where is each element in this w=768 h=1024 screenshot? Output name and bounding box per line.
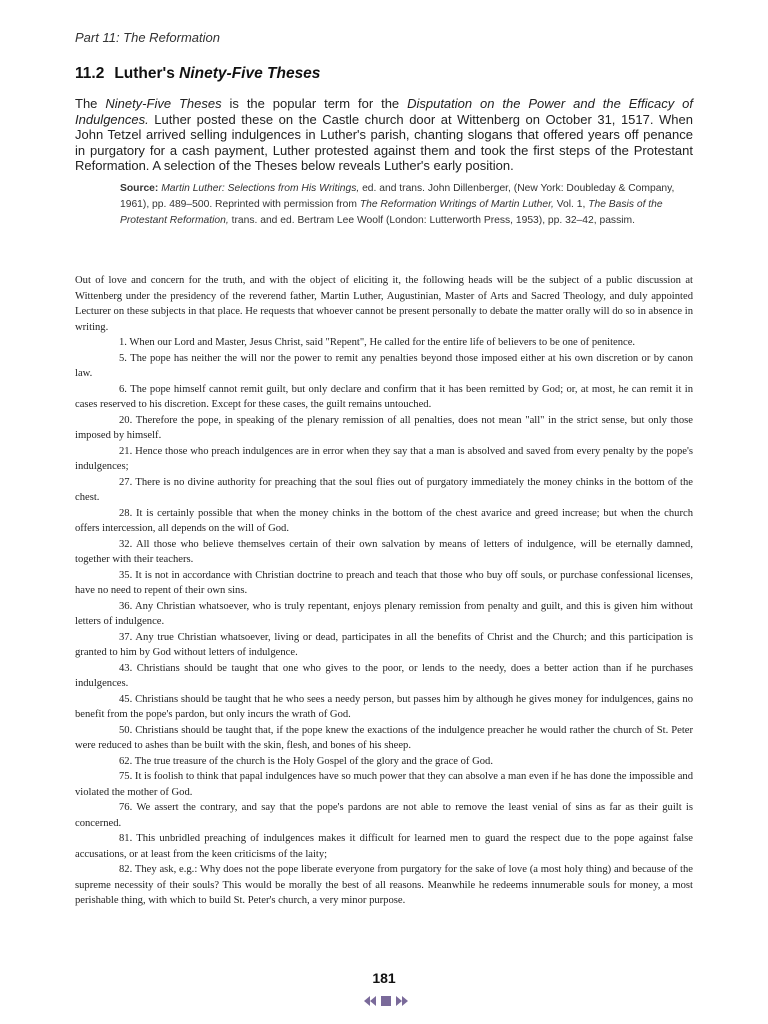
source-citation — [120, 181, 692, 229]
next-page-icon[interactable] — [396, 993, 408, 1011]
running-head: Part 11: The Reformation — [75, 30, 220, 45]
thesis-6: 6. The pope himself cannot remit guilt, but only declare and confirm that it has been remitted by God; or, at most, he can remit it in cases reserved to his discretion. Except for these cases, the guilt remains untouched. — [75, 383, 693, 410]
preamble-paragraph: Out of love and concern for the truth, and with the object of eliciting it, the following heads will be the subject of a public discussion at Wittenberg under the presidency of the reverend father, Martin Luther, Augustinian, Master of Arts and Sacred Theology, and duly appointed Lecturer on these subjects in that place. He requests that whoever cannot be present personally to debate the matter orally will do so in absence in writing. — [75, 275, 693, 333]
section-title-italic: Ninety-Five Theses — [179, 65, 321, 82]
thesis-76: 76. We assert the contrary, and say that the pope's pardons are not able to remove the least venial of sins as far as their guilt is concerned. — [75, 802, 693, 829]
thesis-43: 43. Christians should be taught that one who gives to the poor, or lends to the needy, does a better action than if he purchases indulgences. — [75, 662, 693, 689]
thesis-28: 28. It is certainly possible that when the money chinks in the bottom of the chest avarice and greed increase; but when the church offers intercession, all depends on the will of God. — [75, 507, 693, 534]
thesis-62: 62. The true treasure of the church is the Holy Gospel of the glory and the grace of God. — [119, 755, 493, 767]
source-text-2: ed. and trans. John Dillenberger, (New York: Doubleday & Company, 1961), pp. 489–500. Reprinted with permission from — [120, 183, 675, 210]
section-title-prefix: Luther's — [114, 65, 180, 82]
thesis-27: 27. There is no divine authority for preaching that the soul flies out of purgatory immediately the money chinks in the bottom of the chest. — [75, 476, 693, 503]
source-text-3: The Reformation Writings of Martin Luther, — [359, 199, 554, 210]
thesis-21: 21. Hence those who preach indulgences are in error when they say that a man is absolved and saved from every penalty by the pope's indulgences; — [75, 445, 693, 472]
thesis-45: 45. Christians should be taught that he who sees a needy person, but passes him by although he gives money for indulgences, gains no benefit from the pope's pardon, but only incurs the wrath of God. — [75, 693, 693, 720]
thesis-35: 35. It is not in accordance with Christian doctrine to preach and teach that those who buy off souls, or purchase confessional licenses, have no need to repent of their own sins. — [75, 569, 693, 596]
page-navigation — [364, 993, 408, 1011]
source-text-5: The Basis of the Protestant Reformation, — [120, 199, 663, 226]
intro-text-5: Luther posted these on the Castle church door at Wittenberg on October 31, 1517. When John Tetzel arrived selling indulgences in Luther's parish, chanting slogans that offered years off penance in purgatory for a cash payment, Luther protested against them and took the first steps of the Protestant Reformation. A selection of the Theses below reveals Luther's early position. — [75, 111, 693, 173]
intro-text-2: Ninety-Five Theses — [105, 96, 222, 111]
home-square-icon[interactable] — [381, 993, 391, 1011]
theses-body — [75, 273, 693, 909]
source-text-1: Martin Luther: Selections from His Writings, — [161, 183, 360, 194]
section-heading — [75, 65, 320, 83]
source-text-4: Vol. 1, — [553, 199, 589, 210]
thesis-32: 32. All those who believe themselves certain of their own salvation by means of letters of indulgence, will be eternally damned, together with their teachers. — [75, 538, 693, 565]
thesis-82: 82. They ask, e.g.: Why does not the pope liberate everyone from purgatory for the sake of love (a most holy thing) and because of the supreme necessity of their souls? This would be morally the best of all reasons. Meanwhile he redeems innumerable souls for money, a most perishable thing, with which to build St. Peter's church, a very minor purpose. — [75, 864, 693, 906]
source-text-6: trans. and ed. Bertram Lee Woolf (London: Lutterworth Press, 1953), pp. 32–42, passim. — [228, 215, 635, 226]
previous-page-icon[interactable] — [364, 993, 376, 1011]
thesis-36: 36. Any Christian whatsoever, who is truly repentant, enjoys plenary remission from penalty and guilt, and this is given him without letters of indulgence. — [75, 600, 693, 627]
intro-text-4: Disputation on the Power and the Efficacy of Indulgences. — [75, 96, 694, 127]
thesis-75: 75. It is foolish to think that papal indulgences have so much power that they can absolve a man even if he has done the impossible and violated the mother of God. — [75, 771, 693, 798]
thesis-1: 1. When our Lord and Master, Jesus Christ, said "Repent", He called for the entire life of believers to be one of penitence. — [119, 337, 636, 348]
page-number: 181 — [372, 970, 396, 986]
section-number: 11.2 — [75, 65, 105, 82]
source-label: Source: — [120, 183, 159, 194]
intro-text-1: The — [75, 96, 106, 111]
intro-text-3: is the popular term for the — [221, 96, 408, 111]
thesis-20: 20. Therefore the pope, in speaking of the plenary remission of all penalties, does not mean "all" in the strict sense, but only those imposed by himself. — [75, 414, 693, 441]
thesis-37: 37. Any true Christian whatsoever, living or dead, participates in all the benefits of Christ and the Church; and this participation is granted to him by God without letters of indulgence. — [75, 631, 693, 658]
thesis-81: 81. This unbridled preaching of indulgences makes it difficult for learned men to guard the respect due to the pope against false accusations, or at least from the keen criticisms of the laity; — [75, 833, 693, 860]
thesis-5: 5. The pope has neither the will nor the power to remit any penalties beyond those imposed either at his own discretion or by canon law. — [75, 352, 693, 379]
thesis-50: 50. Christians should be taught that, if the pope knew the exactions of the indulgence preacher he would rather the church of St. Peter were reduced to ashes than be built with the skin, flesh, and bones of his sheep. — [75, 724, 693, 751]
intro-paragraph — [75, 96, 693, 174]
